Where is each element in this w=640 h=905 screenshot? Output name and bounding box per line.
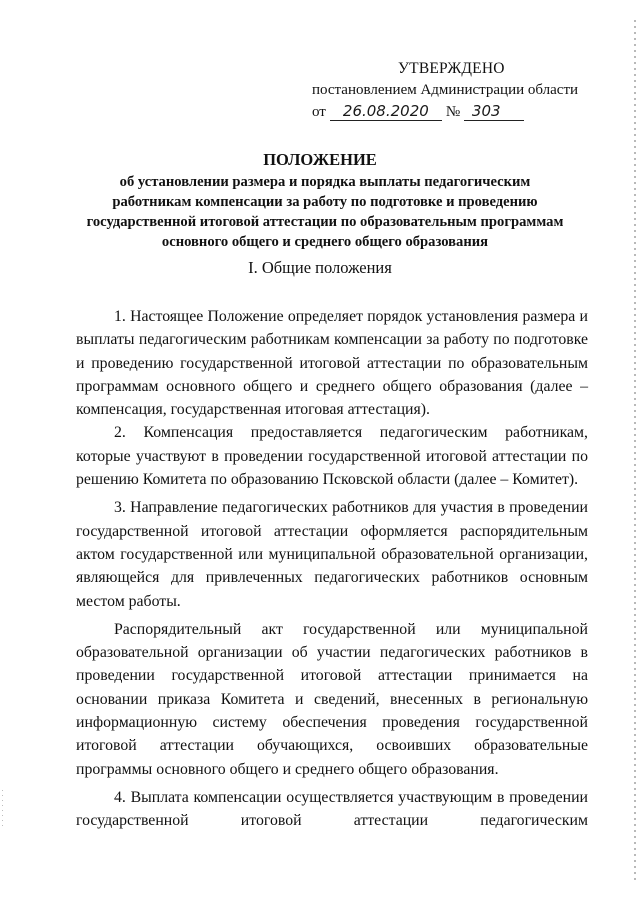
scan-edge-marks — [634, 20, 636, 880]
document-body — [76, 305, 588, 833]
paragraph-1: 1. Настоящее Положение определяет порядок установления размера и выплаты педагогическим работникам компенсации за работу по подготовке и проведению государственной итоговой аттестации по образовательным программам основного общего и среднего общего образования (далее – компенсация, государственная итоговая аттестация). — [76, 308, 588, 419]
paragraph-3-continued: Распорядительный акт государственной или муниципальной образовательной организации об участии педагогических работников в проведении государственной итоговой аттестации принимается на основании приказа Комитета и сведений, внесенных в региональную информационную систему обеспечения проведения государственной итоговой аттестации обучающихся, освоивших образовательные программы основного общего и среднего общего образования. — [76, 620, 588, 778]
paragraph-2: 2. Компенсация предоставляется педагогическим работникам, которые участвуют в проведении государственной итоговой аттестации по решению Комитета по образованию Псковской области (далее – Комитет). — [76, 424, 588, 489]
scan-edge-marks-left — [2, 790, 3, 830]
paragraph-3: 3. Направление педагогических работников для участия в проведении государственной итоговой аттестации оформляется распорядительным актом государственной или муниципальной образовательной организации, являющейся для привлеченных педагогических работников основным местом работы. — [76, 499, 588, 610]
from-label: от — [312, 104, 326, 120]
document-subtitle: об установлении размера и порядка выплаты педагогическим работникам компенсации за работу по подготовке и проведению государственной итоговой аттестации по образовательным программам основного общего и среднего общего образования — [86, 174, 564, 250]
handwritten-number: 303 — [471, 102, 501, 120]
approval-date-number-line — [312, 104, 524, 121]
document-title: ПОЛОЖЕНИЕ — [263, 150, 377, 169]
section-title: I. Общие положения — [248, 258, 392, 277]
paragraph-4: 4. Выплата компенсации осуществляется участвующим в проведении государственной итоговой аттестации педагогическим — [76, 788, 588, 830]
number-label: № — [445, 104, 461, 120]
approved-by: постановлением Администрации области — [312, 82, 579, 98]
approved-label: УТВЕРЖДЕНО — [398, 60, 505, 77]
handwritten-date: 26.08.2020 — [342, 102, 429, 120]
